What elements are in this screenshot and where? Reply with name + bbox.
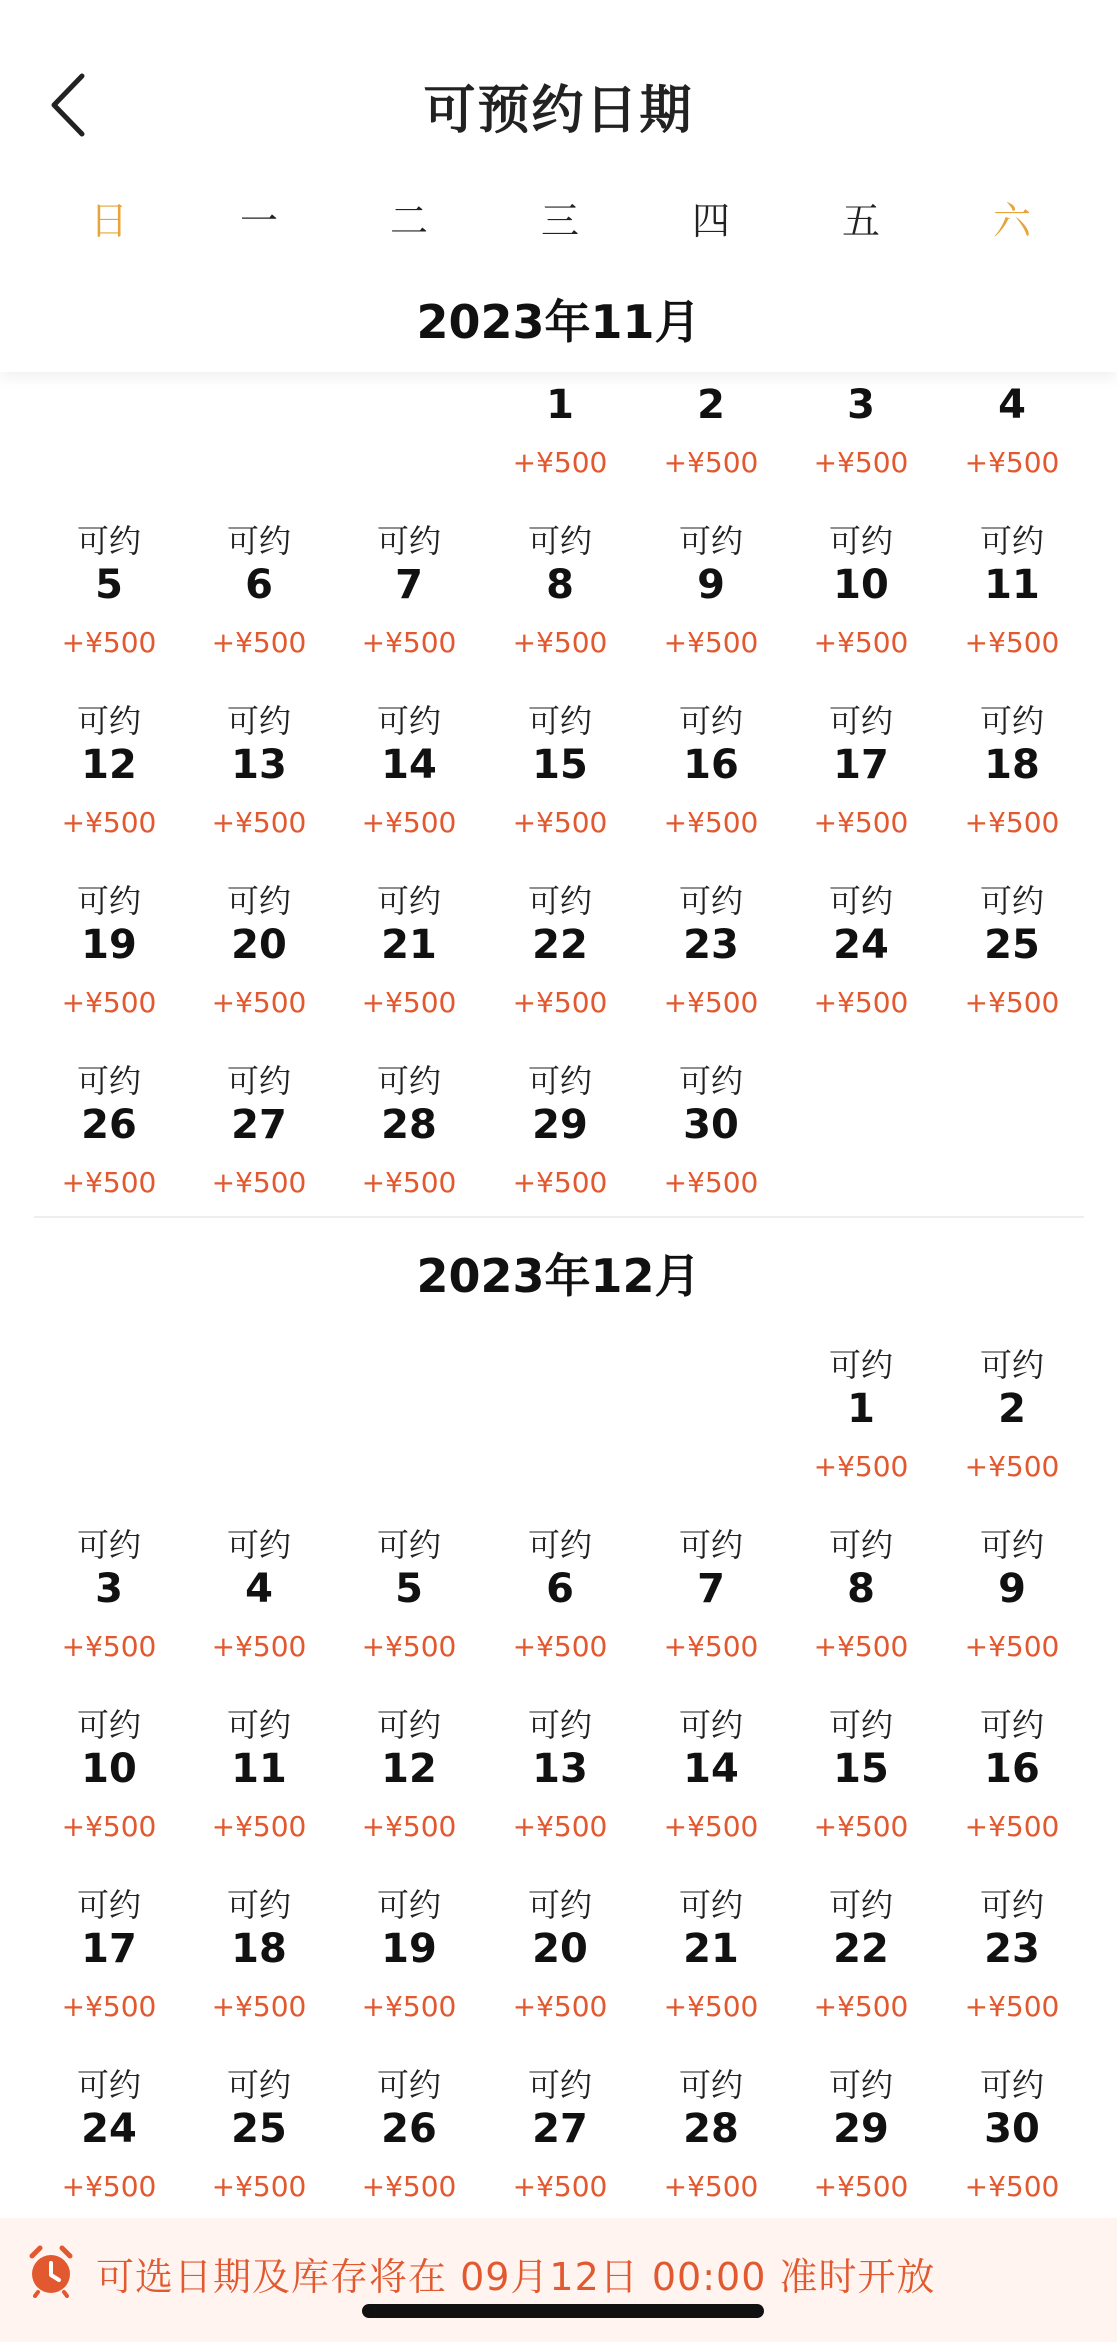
day-price: +¥500 bbox=[211, 1166, 307, 1199]
day-number: 19 bbox=[381, 1926, 437, 1972]
calendar-day[interactable] bbox=[34, 516, 184, 696]
day-number: 19 bbox=[81, 922, 137, 968]
day-price: +¥500 bbox=[813, 1630, 909, 1663]
calendar-day[interactable] bbox=[184, 696, 334, 876]
day-number: 30 bbox=[683, 1102, 739, 1148]
day-price: +¥500 bbox=[61, 1166, 157, 1199]
day-price: +¥500 bbox=[813, 1450, 909, 1483]
day-status: 可约 bbox=[979, 1526, 1044, 1564]
day-price: +¥500 bbox=[512, 1630, 608, 1663]
day-status: 可约 bbox=[76, 702, 141, 740]
day-number: 11 bbox=[231, 1746, 287, 1792]
calendar-day[interactable] bbox=[184, 1520, 334, 1700]
day-number: 26 bbox=[81, 1102, 137, 1148]
calendar-day[interactable] bbox=[786, 516, 936, 696]
calendar-day[interactable] bbox=[485, 876, 635, 1056]
day-status: 可约 bbox=[828, 882, 893, 920]
day-number: 16 bbox=[683, 742, 739, 788]
calendar-day[interactable] bbox=[34, 1520, 184, 1700]
day-status: 可约 bbox=[828, 1346, 893, 1384]
day-number: 12 bbox=[381, 1746, 437, 1792]
day-price: +¥500 bbox=[211, 986, 307, 1019]
day-number: 8 bbox=[847, 1566, 875, 1612]
calendar-day[interactable] bbox=[636, 696, 786, 876]
calendar-day[interactable] bbox=[34, 2060, 184, 2240]
weekday-sat: 六 bbox=[992, 199, 1031, 243]
day-number: 13 bbox=[231, 742, 287, 788]
open-time-notice-text: 可选日期及库存将在 09月12日 00:00 准时开放 bbox=[96, 2255, 936, 2299]
day-price: +¥500 bbox=[663, 1990, 759, 2023]
day-price: +¥500 bbox=[61, 626, 157, 659]
day-price: +¥500 bbox=[211, 1630, 307, 1663]
calendar-day[interactable] bbox=[937, 516, 1087, 696]
calendar-day[interactable] bbox=[636, 876, 786, 1056]
day-price: +¥500 bbox=[361, 626, 457, 659]
day-price: +¥500 bbox=[663, 1630, 759, 1663]
day-price: +¥500 bbox=[512, 806, 608, 839]
day-status: 可约 bbox=[828, 1526, 893, 1564]
day-number: 13 bbox=[532, 1746, 588, 1792]
day-status: 可约 bbox=[376, 1062, 441, 1100]
day-number: 6 bbox=[245, 562, 273, 608]
day-status: 可约 bbox=[76, 1706, 141, 1744]
day-status: 可约 bbox=[76, 522, 141, 560]
calendar-day[interactable] bbox=[184, 1700, 334, 1880]
day-number: 28 bbox=[683, 2106, 739, 2152]
calendar-day[interactable] bbox=[636, 1520, 786, 1700]
day-status: 可约 bbox=[76, 2066, 141, 2104]
calendar-day[interactable] bbox=[334, 1700, 484, 1880]
day-status: 可约 bbox=[527, 1526, 592, 1564]
day-status: 可约 bbox=[527, 702, 592, 740]
weekday-mon: 一 bbox=[239, 199, 278, 243]
day-price: +¥500 bbox=[61, 2170, 157, 2203]
day-number: 3 bbox=[847, 382, 875, 428]
day-number: 3 bbox=[95, 1566, 123, 1612]
day-number: 20 bbox=[532, 1926, 588, 1972]
day-number: 24 bbox=[81, 2106, 137, 2152]
day-price: +¥500 bbox=[512, 446, 608, 479]
calendar-day[interactable] bbox=[485, 1056, 635, 1236]
day-price: +¥500 bbox=[61, 1810, 157, 1843]
day-number: 24 bbox=[833, 922, 889, 968]
day-price: +¥500 bbox=[211, 1990, 307, 2023]
calendar-day[interactable] bbox=[485, 2060, 635, 2240]
calendar-day[interactable] bbox=[34, 696, 184, 876]
day-number: 1 bbox=[546, 382, 574, 428]
day-price: +¥500 bbox=[211, 626, 307, 659]
day-status: 可约 bbox=[226, 522, 291, 560]
day-price: +¥500 bbox=[813, 986, 909, 1019]
day-number: 1 bbox=[847, 1386, 875, 1432]
day-number: 17 bbox=[833, 742, 889, 788]
day-price: +¥500 bbox=[361, 1990, 457, 2023]
weekday-tue: 二 bbox=[389, 199, 428, 243]
day-status: 可约 bbox=[376, 522, 441, 560]
day-status: 可约 bbox=[527, 522, 592, 560]
calendar-day[interactable] bbox=[334, 1520, 484, 1700]
day-status: 可约 bbox=[979, 1706, 1044, 1744]
day-price: +¥500 bbox=[813, 2170, 909, 2203]
month-divider bbox=[34, 1216, 1084, 1218]
alarm-clock-icon bbox=[26, 2244, 76, 2298]
day-price: +¥500 bbox=[663, 986, 759, 1019]
day-price: +¥500 bbox=[211, 2170, 307, 2203]
day-number: 25 bbox=[984, 922, 1040, 968]
day-status: 可约 bbox=[828, 702, 893, 740]
day-number: 10 bbox=[81, 1746, 137, 1792]
weekday-row bbox=[0, 190, 1117, 246]
day-status: 可约 bbox=[76, 1886, 141, 1924]
day-price: +¥500 bbox=[663, 2170, 759, 2203]
day-price: +¥500 bbox=[964, 626, 1060, 659]
day-status: 可约 bbox=[76, 1526, 141, 1564]
day-status: 可约 bbox=[376, 1886, 441, 1924]
day-number: 30 bbox=[984, 2106, 1040, 2152]
month-title-dec: 2023年12月 bbox=[416, 1249, 701, 1303]
calendar-day[interactable] bbox=[937, 1340, 1087, 1520]
calendar-day[interactable] bbox=[786, 1520, 936, 1700]
day-price: +¥500 bbox=[964, 1810, 1060, 1843]
calendar-day[interactable] bbox=[786, 876, 936, 1056]
day-number: 11 bbox=[984, 562, 1040, 608]
day-status: 可约 bbox=[376, 702, 441, 740]
day-price: +¥500 bbox=[663, 1166, 759, 1199]
day-number: 16 bbox=[984, 1746, 1040, 1792]
month-title-nov: 2023年11月 bbox=[416, 295, 701, 349]
calendar-day[interactable] bbox=[786, 2060, 936, 2240]
calendar-day[interactable] bbox=[937, 1520, 1087, 1700]
day-price: +¥500 bbox=[663, 806, 759, 839]
day-number: 15 bbox=[833, 1746, 889, 1792]
page-title: 可预约日期 bbox=[423, 81, 694, 141]
day-price: +¥500 bbox=[361, 806, 457, 839]
day-number: 10 bbox=[833, 562, 889, 608]
day-status: 可约 bbox=[828, 522, 893, 560]
day-number: 8 bbox=[546, 562, 574, 608]
day-status: 可约 bbox=[226, 882, 291, 920]
day-price: +¥500 bbox=[813, 1990, 909, 2023]
calendar-day[interactable] bbox=[334, 1880, 484, 2060]
calendar-day[interactable] bbox=[937, 1880, 1087, 2060]
calendar-day[interactable] bbox=[937, 876, 1087, 1056]
day-status: 可约 bbox=[828, 2066, 893, 2104]
day-number: 29 bbox=[532, 1102, 588, 1148]
calendar-day[interactable] bbox=[34, 876, 184, 1056]
calendar-day[interactable] bbox=[937, 696, 1087, 876]
day-status: 可约 bbox=[226, 1526, 291, 1564]
day-number: 23 bbox=[984, 1926, 1040, 1972]
day-status: 可约 bbox=[678, 1706, 743, 1744]
calendar-day[interactable] bbox=[334, 516, 484, 696]
calendar-day[interactable] bbox=[184, 1056, 334, 1236]
day-status: 可约 bbox=[979, 522, 1044, 560]
day-status: 可约 bbox=[376, 882, 441, 920]
day-price: +¥500 bbox=[211, 806, 307, 839]
day-price: +¥500 bbox=[512, 1990, 608, 2023]
day-number: 22 bbox=[833, 1926, 889, 1972]
day-number: 4 bbox=[245, 1566, 273, 1612]
day-status: 可约 bbox=[979, 1886, 1044, 1924]
day-status: 可约 bbox=[678, 882, 743, 920]
day-status: 可约 bbox=[979, 702, 1044, 740]
calendar-day[interactable] bbox=[485, 1700, 635, 1880]
day-number: 17 bbox=[81, 1926, 137, 1972]
day-status: 可约 bbox=[678, 2066, 743, 2104]
calendar-day[interactable] bbox=[786, 696, 936, 876]
day-number: 26 bbox=[381, 2106, 437, 2152]
day-number: 14 bbox=[683, 1746, 739, 1792]
day-price: +¥500 bbox=[964, 806, 1060, 839]
calendar-day[interactable] bbox=[334, 876, 484, 1056]
day-status: 可约 bbox=[527, 882, 592, 920]
day-number: 9 bbox=[998, 1566, 1026, 1612]
day-status: 可约 bbox=[527, 1062, 592, 1100]
day-price: +¥500 bbox=[61, 1630, 157, 1663]
day-status: 可约 bbox=[678, 1526, 743, 1564]
day-price: +¥500 bbox=[512, 2170, 608, 2203]
day-number: 5 bbox=[95, 562, 123, 608]
day-status: 可约 bbox=[226, 1706, 291, 1744]
calendar-day[interactable] bbox=[786, 1340, 936, 1520]
weekday-thu: 四 bbox=[691, 199, 730, 243]
day-status: 可约 bbox=[828, 1886, 893, 1924]
day-price: +¥500 bbox=[61, 806, 157, 839]
day-price: +¥500 bbox=[813, 1810, 909, 1843]
day-price: +¥500 bbox=[964, 986, 1060, 1019]
weekday-fri: 五 bbox=[841, 199, 880, 243]
day-price: +¥500 bbox=[361, 1630, 457, 1663]
day-number: 23 bbox=[683, 922, 739, 968]
day-price: +¥500 bbox=[663, 1810, 759, 1843]
day-status: 可约 bbox=[226, 1886, 291, 1924]
day-number: 7 bbox=[395, 562, 423, 608]
calendar-day[interactable] bbox=[184, 2060, 334, 2240]
day-status: 可约 bbox=[376, 1526, 441, 1564]
day-price: +¥500 bbox=[512, 1810, 608, 1843]
day-price: +¥500 bbox=[361, 2170, 457, 2203]
day-status: 可约 bbox=[226, 2066, 291, 2104]
day-number: 27 bbox=[532, 2106, 588, 2152]
day-number: 5 bbox=[395, 1566, 423, 1612]
open-time-notice-bar bbox=[0, 2218, 1117, 2342]
calendar-day[interactable] bbox=[636, 516, 786, 696]
day-status: 可约 bbox=[678, 522, 743, 560]
calendar-day[interactable] bbox=[184, 516, 334, 696]
day-number: 15 bbox=[532, 742, 588, 788]
day-status: 可约 bbox=[76, 1062, 141, 1100]
day-number: 2 bbox=[998, 1386, 1026, 1432]
day-number: 7 bbox=[697, 1566, 725, 1612]
day-price: +¥500 bbox=[61, 1990, 157, 2023]
day-status: 可约 bbox=[226, 1062, 291, 1100]
day-price: +¥500 bbox=[211, 1810, 307, 1843]
day-number: 28 bbox=[381, 1102, 437, 1148]
calendar-day[interactable] bbox=[34, 1056, 184, 1236]
weekday-sun: 日 bbox=[89, 199, 128, 243]
calendar-day[interactable] bbox=[485, 696, 635, 876]
day-price: +¥500 bbox=[813, 806, 909, 839]
calendar-day[interactable] bbox=[34, 1700, 184, 1880]
day-number: 20 bbox=[231, 922, 287, 968]
day-number: 4 bbox=[998, 382, 1026, 428]
calendar-day[interactable] bbox=[334, 1056, 484, 1236]
day-status: 可约 bbox=[376, 2066, 441, 2104]
weekday-wed: 三 bbox=[540, 199, 579, 243]
day-status: 可约 bbox=[527, 1886, 592, 1924]
calendar-day[interactable] bbox=[786, 1700, 936, 1880]
calendar-day[interactable] bbox=[334, 2060, 484, 2240]
day-price: +¥500 bbox=[964, 446, 1060, 479]
day-status: 可约 bbox=[226, 702, 291, 740]
calendar-day[interactable] bbox=[485, 1880, 635, 2060]
calendar-day[interactable] bbox=[937, 1700, 1087, 1880]
calendar-header bbox=[0, 0, 1117, 372]
day-price: +¥500 bbox=[964, 1630, 1060, 1663]
calendar-day[interactable] bbox=[786, 1880, 936, 2060]
calendar-day[interactable] bbox=[184, 1880, 334, 2060]
day-price: +¥500 bbox=[663, 626, 759, 659]
calendar-day[interactable] bbox=[636, 1880, 786, 2060]
day-number: 9 bbox=[697, 562, 725, 608]
day-price: +¥500 bbox=[813, 446, 909, 479]
day-number: 18 bbox=[984, 742, 1040, 788]
day-status: 可约 bbox=[678, 702, 743, 740]
day-status: 可约 bbox=[76, 882, 141, 920]
calendar-day[interactable] bbox=[334, 696, 484, 876]
day-status: 可约 bbox=[376, 1706, 441, 1744]
day-number: 21 bbox=[683, 1926, 739, 1972]
day-price: +¥500 bbox=[512, 1166, 608, 1199]
day-price: +¥500 bbox=[964, 1450, 1060, 1483]
day-price: +¥500 bbox=[361, 1166, 457, 1199]
day-status: 可约 bbox=[979, 882, 1044, 920]
day-number: 12 bbox=[81, 742, 137, 788]
calendar-day[interactable] bbox=[485, 1520, 635, 1700]
day-number: 18 bbox=[231, 1926, 287, 1972]
day-status: 可约 bbox=[979, 2066, 1044, 2104]
calendar-day[interactable] bbox=[636, 1700, 786, 1880]
day-status: 可约 bbox=[678, 1886, 743, 1924]
day-price: +¥500 bbox=[964, 2170, 1060, 2203]
day-price: +¥500 bbox=[512, 626, 608, 659]
day-status: 可约 bbox=[979, 1346, 1044, 1384]
calendar-day[interactable] bbox=[636, 2060, 786, 2240]
home-indicator bbox=[362, 2304, 764, 2318]
day-number: 21 bbox=[381, 922, 437, 968]
calendar-day[interactable] bbox=[485, 516, 635, 696]
calendar-day[interactable] bbox=[636, 1056, 786, 1236]
calendar-day[interactable] bbox=[937, 2060, 1087, 2240]
day-number: 2 bbox=[697, 382, 725, 428]
day-price: +¥500 bbox=[61, 986, 157, 1019]
day-price: +¥500 bbox=[663, 446, 759, 479]
day-price: +¥500 bbox=[361, 1810, 457, 1843]
day-status: 可约 bbox=[678, 1062, 743, 1100]
day-price: +¥500 bbox=[813, 626, 909, 659]
day-price: +¥500 bbox=[964, 1990, 1060, 2023]
calendar-day[interactable] bbox=[34, 1880, 184, 2060]
day-price: +¥500 bbox=[361, 986, 457, 1019]
day-status: 可约 bbox=[828, 1706, 893, 1744]
calendar-day[interactable] bbox=[184, 876, 334, 1056]
day-number: 25 bbox=[231, 2106, 287, 2152]
day-number: 29 bbox=[833, 2106, 889, 2152]
day-price: +¥500 bbox=[512, 986, 608, 1019]
day-number: 6 bbox=[546, 1566, 574, 1612]
day-status: 可约 bbox=[527, 2066, 592, 2104]
day-status: 可约 bbox=[527, 1706, 592, 1744]
day-number: 14 bbox=[381, 742, 437, 788]
day-number: 22 bbox=[532, 922, 588, 968]
day-number: 27 bbox=[231, 1102, 287, 1148]
